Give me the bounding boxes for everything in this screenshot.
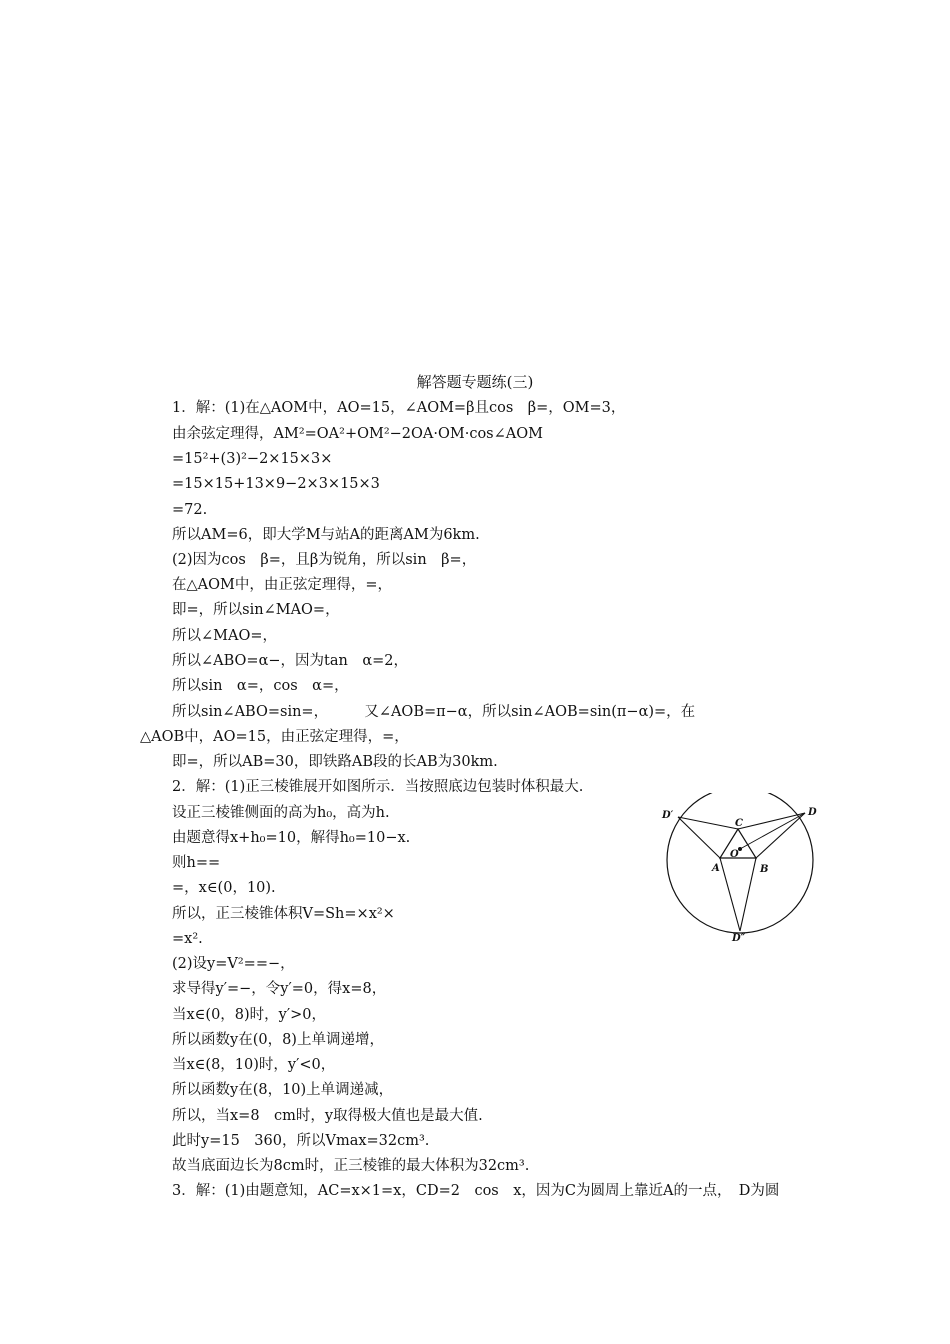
- text-line: 当x∈(8，10)时，y′<0，: [172, 1057, 336, 1073]
- label-a: A: [712, 863, 720, 874]
- text-line: 所以函数y在(8，10)上单调递减，: [172, 1082, 394, 1098]
- outer-circle: [667, 793, 813, 933]
- page-title: 解答题专题练(三): [416, 373, 534, 391]
- text-line: =，x∈(0，10).: [172, 880, 276, 896]
- label-o: O: [730, 849, 739, 860]
- text-line: =x².: [172, 931, 203, 947]
- text-line: 即=，所以AB=30，即铁路AB段的长AB为30km.: [172, 754, 498, 770]
- text-line: (2)设y=V²==−，: [172, 956, 295, 972]
- text-line: 此时y=15 360，所以Vmax=32cm³.: [172, 1133, 430, 1149]
- edge-d-b: [756, 813, 805, 858]
- segment-o-d: [740, 813, 805, 849]
- label-d-double-prime: D″: [732, 933, 746, 943]
- text-line: (2)因为cos β=，且β为锐角，所以sin β=，: [172, 552, 477, 568]
- edge-d-double-prime-b: [740, 858, 756, 931]
- text-line: =15×15+13×9−2×3×15×3: [172, 476, 380, 492]
- label-c: C: [735, 818, 743, 829]
- label-d: D: [808, 807, 817, 818]
- text-line: 所以，当x=8 cm时，y取得极大值也是最大值.: [172, 1108, 483, 1124]
- label-d-prime: D′: [662, 810, 674, 821]
- text-line: 所以∠MAO=，: [172, 628, 278, 644]
- text-line: =15²+(3)²−2×15×3×: [172, 451, 333, 467]
- text-line: 当x∈(0，8)时，y′>0，: [172, 1007, 327, 1023]
- text-line: 求导得y′=−，令y′=0，得x=8，: [172, 981, 387, 997]
- text-line: △AOB中，AO=15，由正弦定理得，=，: [140, 729, 409, 745]
- text-line: 所以，正三棱锥体积V=Sh=×x²×: [172, 906, 395, 922]
- text-line: 则h==: [172, 855, 221, 871]
- text-line: 所以sin∠ABO=sin=， 又∠AOB=π−α，所以sin∠AOB=sin(π−α)=，在: [172, 704, 696, 720]
- text-line: 设正三棱锥侧面的高为h₀，高为h.: [172, 805, 390, 821]
- text-line: =72.: [172, 502, 208, 518]
- text-line: 由余弦定理得，AM²=OA²+OM²−2OA·OM·cos∠AOM: [172, 426, 543, 442]
- text-line: 所以∠ABO=α−，因为tan α=2，: [172, 653, 408, 669]
- text-line: 1．解：(1)在△AOM中，AO=15，∠AOM=β且cos β=，OM=3，: [172, 400, 626, 416]
- edge-d-prime-c: [678, 817, 738, 829]
- text-line: 由题意得x+h₀=10，解得h₀=10−x.: [172, 830, 411, 846]
- label-b: B: [760, 864, 769, 875]
- text-line: 所以AM=6，即大学M与站A的距离AM为6km.: [172, 527, 480, 543]
- edge-d-double-prime-a: [720, 858, 740, 931]
- text-line: 在△AOM中，由正弦定理得，=，: [172, 577, 393, 593]
- pyramid-net-figure: [658, 793, 822, 943]
- text-line: 所以sin α=，cos α=，: [172, 678, 349, 694]
- text-line: 即=，所以sin∠MAO=，: [172, 602, 340, 618]
- text-line: 3．解：(1)由题意知，AC=x×1=x，CD=2 cos x，因为C为圆周上靠近A的一点， D为圆: [172, 1183, 780, 1199]
- text-line: 故当底面边长为8cm时，正三棱锥的最大体积为32cm³.: [172, 1158, 530, 1174]
- pyramid-net-diagram: [658, 793, 822, 943]
- edge-d-c: [738, 813, 805, 829]
- text-line: 所以函数y在(0，8)上单调递增，: [172, 1032, 384, 1048]
- text-line: 2．解：(1)正三棱锥展开如图所示．当按照底边包装时体积最大.: [172, 779, 584, 795]
- edge-d-prime-a: [678, 817, 720, 858]
